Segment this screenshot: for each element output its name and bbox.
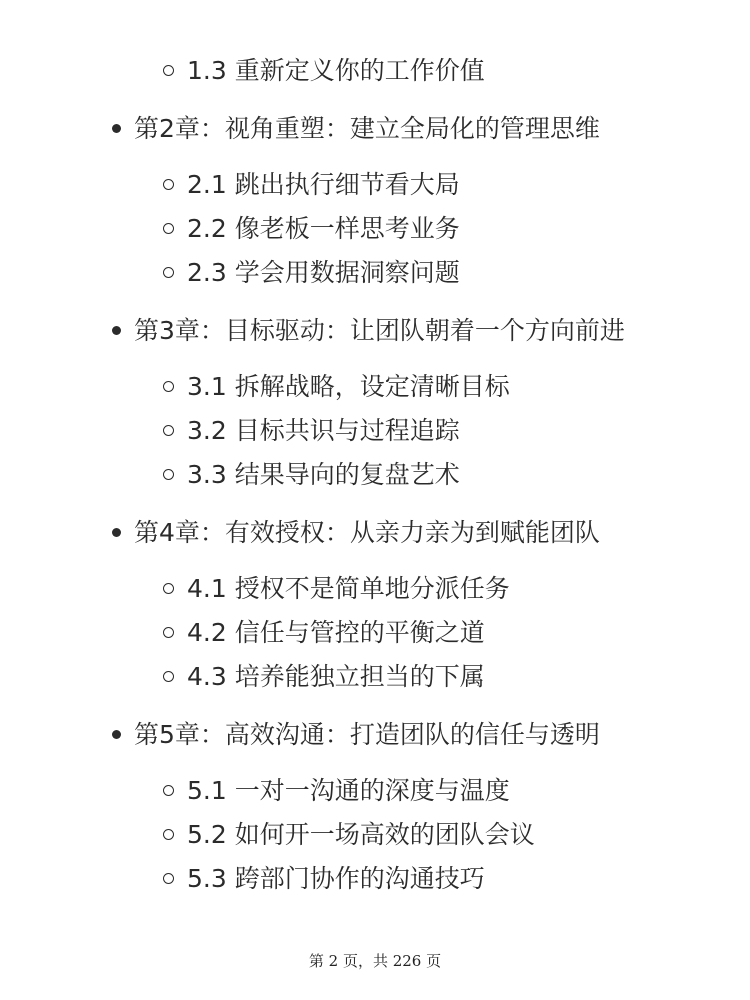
circle-bullet-icon [163,65,174,76]
toc-item-text: 5.1 一对一沟通的深度与温度 [187,776,510,805]
toc-section-item [163,818,535,852]
circle-bullet-icon [163,671,174,682]
circle-bullet-icon [163,381,174,392]
circle-bullet-icon [163,829,174,840]
toc-section-item [163,212,460,246]
circle-bullet-icon [163,179,174,190]
page-number-footer: 第 2 页，共 226 页 [308,952,442,970]
toc-item-text: 第4章：有效授权：从亲力亲为到赋能团队 [134,518,600,547]
toc-item-text: 1.3 重新定义你的工作价值 [187,56,485,85]
circle-bullet-icon [163,469,174,480]
disc-bullet-icon [112,730,121,739]
disc-bullet-icon [112,326,121,335]
toc-section-item [163,370,510,404]
circle-bullet-icon [163,223,174,234]
toc-item-text: 4.2 信任与管控的平衡之道 [187,618,485,647]
circle-bullet-icon [163,267,174,278]
toc-chapter-item [112,516,600,550]
toc-section-item [163,54,485,88]
toc-item-text: 2.1 跳出执行细节看大局 [187,170,460,199]
toc-chapter-item [112,718,600,752]
toc-item-text: 3.1 拆解战略，设定清晰目标 [187,372,510,401]
toc-section-item [163,572,510,606]
toc-item-text: 第3章：目标驱动：让团队朝着一个方向前进 [134,316,625,345]
toc-item-text: 2.2 像老板一样思考业务 [187,214,460,243]
toc-item-text: 5.3 跨部门协作的沟通技巧 [187,864,485,893]
circle-bullet-icon [163,583,174,594]
toc-section-item [163,660,485,694]
circle-bullet-icon [163,873,174,884]
toc-item-text: 第5章：高效沟通：打造团队的信任与透明 [134,720,600,749]
toc-section-item [163,168,460,202]
disc-bullet-icon [112,528,121,537]
toc-section-item [163,774,510,808]
toc-item-text: 5.2 如何开一场高效的团队会议 [187,820,535,849]
toc-item-text: 第2章：视角重塑：建立全局化的管理思维 [134,114,600,143]
circle-bullet-icon [163,785,174,796]
toc-chapter-item [112,314,625,348]
toc-item-text: 3.2 目标共识与过程追踪 [187,416,460,445]
toc-item-text: 4.1 授权不是简单地分派任务 [187,574,510,603]
circle-bullet-icon [163,627,174,638]
toc-chapter-item [112,112,600,146]
toc-section-item [163,862,485,896]
toc-item-text: 4.3 培养能独立担当的下属 [187,662,485,691]
toc-section-item [163,458,460,492]
toc-item-text: 3.3 结果导向的复盘艺术 [187,460,460,489]
toc-section-item [163,616,485,650]
disc-bullet-icon [112,124,121,133]
circle-bullet-icon [163,425,174,436]
toc-section-item [163,256,460,290]
toc-item-text: 2.3 学会用数据洞察问题 [187,258,460,287]
toc-section-item [163,414,460,448]
